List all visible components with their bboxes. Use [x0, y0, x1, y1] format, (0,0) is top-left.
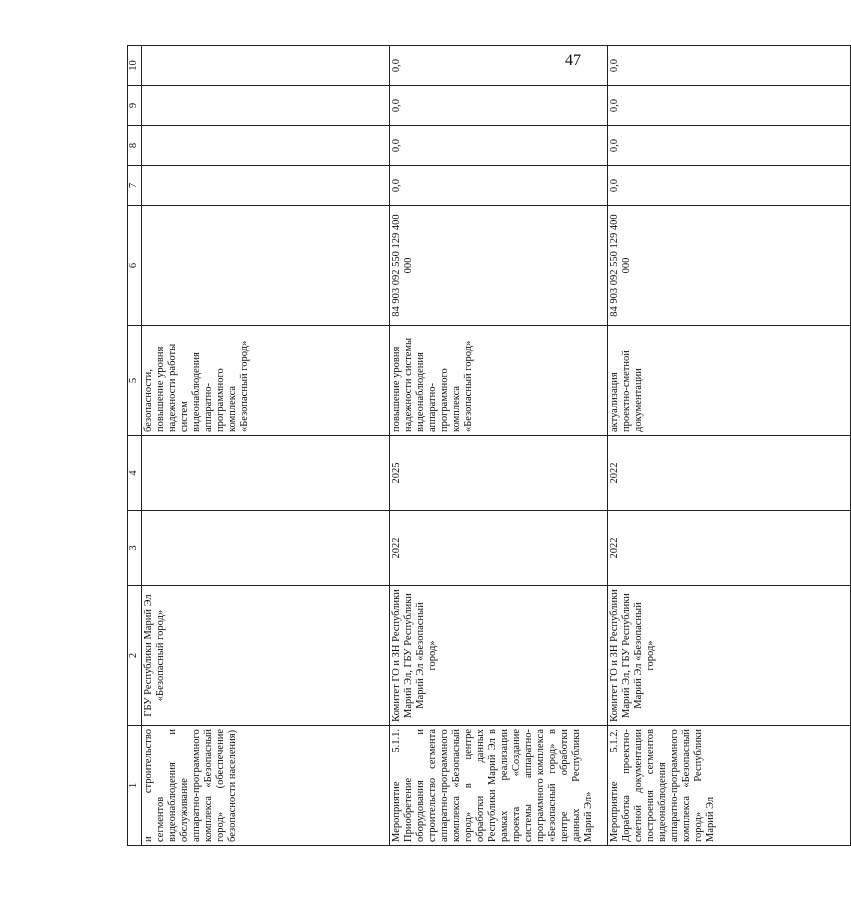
- header-col-5: 5: [128, 326, 142, 436]
- cell-end-year: 2022: [608, 436, 851, 511]
- cell-value-10: [142, 46, 390, 86]
- header-col-8: 8: [128, 126, 142, 166]
- header-col-9: 9: [128, 86, 142, 126]
- cell-result: повышение уровня надежности системы видеонаблюдения аппаратно-программного комплекса «Безопасный город»: [390, 326, 608, 436]
- cell-end-year: [142, 436, 390, 511]
- cell-value-9: 0,0: [608, 86, 851, 126]
- table-row: [608, 46, 851, 846]
- cell-start-year: 2022: [390, 511, 608, 586]
- cell-executor: ГБУ Республики Марий Эл «Безопасный город»: [142, 586, 390, 726]
- header-col-2: 2: [128, 586, 142, 726]
- header-col-3: 3: [128, 511, 142, 586]
- cell-result: безопасности, повышение уровня надежности работы систем видеонаблюдения аппаратно-программного комплекса «Безопасный город»: [142, 326, 390, 436]
- cell-value-9: 0,0: [390, 86, 608, 126]
- header-col-6: 6: [128, 206, 142, 326]
- header-col-7: 7: [128, 166, 142, 206]
- program-activities-table: [127, 45, 851, 846]
- cell-value-8: [142, 126, 390, 166]
- cell-result: актуализация проектно-сметной документации: [608, 326, 851, 436]
- cell-activity: Мероприятие 5.1.1. Приобретение оборудования и строительство сегмента аппаратно-программного комплекса «Безопасный город» в центре обработки данных Республики Марий Эл в рамках реализации проекта «Создание системы аппаратно-программного комплекса «Безопасный город» в центре обработки данных Республики Марий Эл»: [390, 726, 608, 846]
- cell-value-10: 0,0: [390, 46, 608, 86]
- cell-value-8: 0,0: [608, 126, 851, 166]
- table-row: [142, 46, 390, 846]
- cell-code: [142, 206, 390, 326]
- cell-code: 84 903 092 550 129 400 000: [390, 206, 608, 326]
- cell-end-year: 2025: [390, 436, 608, 511]
- table-row: [390, 46, 608, 846]
- cell-value-9: [142, 86, 390, 126]
- cell-code: 84 903 092 550 129 400 000: [608, 206, 851, 326]
- cell-start-year: 2022: [608, 511, 851, 586]
- cell-value-10: 0,0: [608, 46, 851, 86]
- header-col-1: 1: [128, 726, 142, 846]
- cell-value-8: 0,0: [390, 126, 608, 166]
- cell-value-7: 0,0: [608, 166, 851, 206]
- cell-executor: Комитет ГО и ЗН Республики Марий Эл, ГБУ Республики Марий Эл «Безопасный город»: [390, 586, 608, 726]
- header-col-10: 10: [128, 46, 142, 86]
- cell-value-7: 0,0: [390, 166, 608, 206]
- page-number: 47: [565, 52, 581, 69]
- header-row: [128, 46, 142, 846]
- rotated-table-wrapper: [127, 46, 716, 846]
- cell-value-7: [142, 166, 390, 206]
- cell-executor: Комитет ГО и ЗН Республики Марий Эл, ГБУ Республики Марий Эл «Безопасный город»: [608, 586, 851, 726]
- cell-start-year: [142, 511, 390, 586]
- cell-activity: Мероприятие 5.1.2. Доработка проектно-сметной документации построения сегментов видеонаблюдения аппаратно-программного комплекса «Безопасный город» Республики Марий Эл: [608, 726, 851, 846]
- header-col-4: 4: [128, 436, 142, 511]
- cell-activity: и строительство сегментов видеонаблюдения и обслуживание аппаратно-программного комплекса «Безопасный город» (обеспечение безопасности населения): [142, 726, 390, 846]
